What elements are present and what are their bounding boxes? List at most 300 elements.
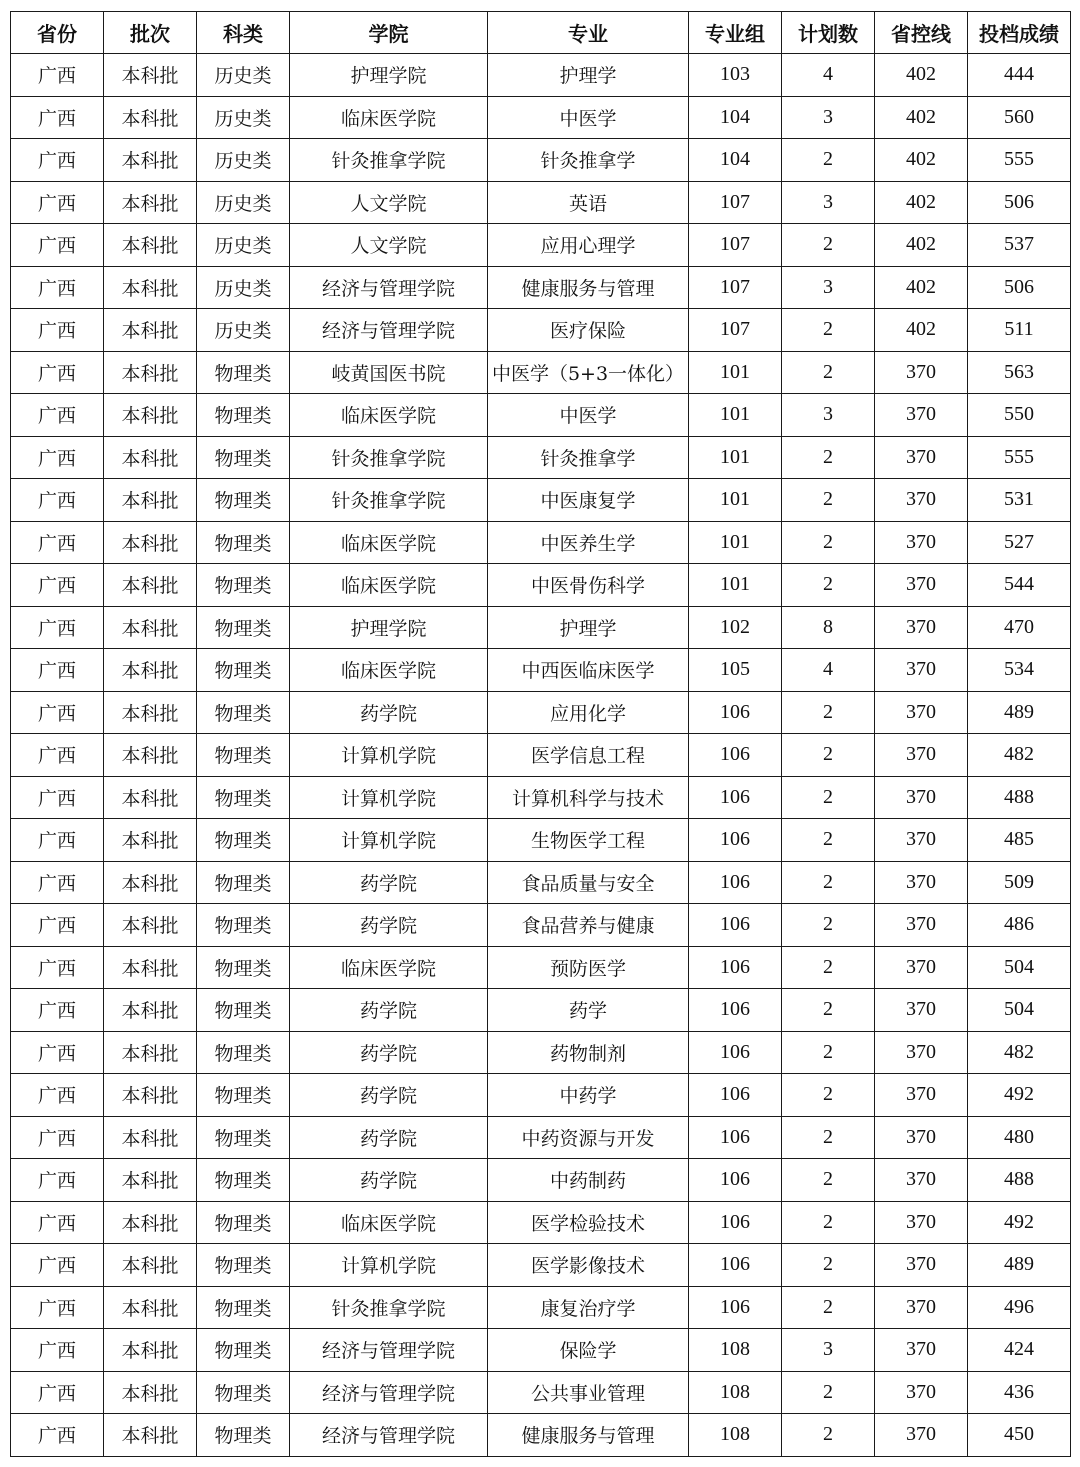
- table-row: [11, 1159, 1071, 1202]
- cell-admission-score: 504: [968, 989, 1071, 1032]
- cell-admission-score: 492: [968, 1074, 1071, 1117]
- cell-plan-count: 3: [782, 266, 875, 309]
- cell-provincial-control-line: 370: [875, 521, 968, 564]
- cell-plan-count: 2: [782, 776, 875, 819]
- table-row: [11, 564, 1071, 607]
- cell-major-group: 107: [689, 266, 782, 309]
- cell-admission-score: 563: [968, 351, 1071, 394]
- cell-batch: 本科批: [104, 1201, 197, 1244]
- cell-plan-count: 3: [782, 181, 875, 224]
- admission-scores-table: [10, 11, 1071, 1457]
- cell-subject-category: 物理类: [197, 904, 290, 947]
- admission-scores-table-container: [10, 11, 1070, 1457]
- cell-college: 护理学院: [290, 606, 488, 649]
- cell-college: 临床医学院: [290, 96, 488, 139]
- cell-subject-category: 历史类: [197, 309, 290, 352]
- cell-major-group: 102: [689, 606, 782, 649]
- cell-major: 康复治疗学: [488, 1286, 689, 1329]
- cell-plan-count: 2: [782, 521, 875, 564]
- cell-provincial-control-line: 370: [875, 564, 968, 607]
- cell-batch: 本科批: [104, 1244, 197, 1287]
- cell-major: 健康服务与管理: [488, 266, 689, 309]
- table-row: [11, 479, 1071, 522]
- cell-major: 医学影像技术: [488, 1244, 689, 1287]
- table-row: [11, 649, 1071, 692]
- table-row: [11, 1371, 1071, 1414]
- cell-college: 临床医学院: [290, 394, 488, 437]
- cell-major: 中医学（5+3一体化）: [488, 351, 689, 394]
- cell-provincial-control-line: 370: [875, 904, 968, 947]
- cell-college: 计算机学院: [290, 1244, 488, 1287]
- cell-plan-count: 2: [782, 1371, 875, 1414]
- cell-province: 广西: [11, 904, 104, 947]
- cell-admission-score: 534: [968, 649, 1071, 692]
- cell-admission-score: 496: [968, 1286, 1071, 1329]
- cell-province: 广西: [11, 96, 104, 139]
- cell-college: 临床医学院: [290, 946, 488, 989]
- cell-provincial-control-line: 370: [875, 819, 968, 862]
- cell-subject-category: 物理类: [197, 989, 290, 1032]
- cell-subject-category: 物理类: [197, 1286, 290, 1329]
- table-row: [11, 861, 1071, 904]
- cell-subject-category: 物理类: [197, 564, 290, 607]
- cell-college: 临床医学院: [290, 649, 488, 692]
- cell-admission-score: 485: [968, 819, 1071, 862]
- cell-provincial-control-line: 370: [875, 1074, 968, 1117]
- cell-province: 广西: [11, 1371, 104, 1414]
- cell-college: 计算机学院: [290, 734, 488, 777]
- cell-plan-count: 2: [782, 1074, 875, 1117]
- cell-batch: 本科批: [104, 54, 197, 97]
- cell-major-group: 101: [689, 394, 782, 437]
- cell-plan-count: 2: [782, 989, 875, 1032]
- cell-major: 医疗保险: [488, 309, 689, 352]
- cell-subject-category: 物理类: [197, 351, 290, 394]
- cell-province: 广西: [11, 946, 104, 989]
- column-header-major: 专业: [488, 12, 689, 54]
- cell-plan-count: 2: [782, 436, 875, 479]
- cell-plan-count: 4: [782, 54, 875, 97]
- cell-major-group: 101: [689, 436, 782, 479]
- cell-subject-category: 物理类: [197, 1244, 290, 1287]
- cell-subject-category: 物理类: [197, 479, 290, 522]
- cell-provincial-control-line: 370: [875, 649, 968, 692]
- table-row: [11, 989, 1071, 1032]
- table-row: [11, 734, 1071, 777]
- cell-major-group: 106: [689, 1286, 782, 1329]
- cell-college: 临床医学院: [290, 1201, 488, 1244]
- cell-major-group: 108: [689, 1371, 782, 1414]
- cell-major: 医学检验技术: [488, 1201, 689, 1244]
- cell-plan-count: 2: [782, 691, 875, 734]
- cell-plan-count: 2: [782, 861, 875, 904]
- cell-plan-count: 2: [782, 351, 875, 394]
- cell-major: 针灸推拿学: [488, 436, 689, 479]
- cell-admission-score: 424: [968, 1329, 1071, 1372]
- cell-major-group: 106: [689, 1159, 782, 1202]
- cell-major-group: 101: [689, 479, 782, 522]
- cell-batch: 本科批: [104, 139, 197, 182]
- cell-province: 广西: [11, 1286, 104, 1329]
- cell-subject-category: 物理类: [197, 606, 290, 649]
- cell-provincial-control-line: 370: [875, 479, 968, 522]
- cell-major-group: 106: [689, 1116, 782, 1159]
- cell-subject-category: 物理类: [197, 1201, 290, 1244]
- cell-major: 护理学: [488, 606, 689, 649]
- cell-major-group: 106: [689, 776, 782, 819]
- cell-provincial-control-line: 370: [875, 1371, 968, 1414]
- cell-major: 健康服务与管理: [488, 1414, 689, 1457]
- cell-college: 药学院: [290, 989, 488, 1032]
- column-header-subject-category: 科类: [197, 12, 290, 54]
- cell-provincial-control-line: 370: [875, 776, 968, 819]
- cell-plan-count: 4: [782, 649, 875, 692]
- cell-provincial-control-line: 402: [875, 54, 968, 97]
- cell-admission-score: 509: [968, 861, 1071, 904]
- cell-province: 广西: [11, 1074, 104, 1117]
- cell-plan-count: 3: [782, 394, 875, 437]
- cell-batch: 本科批: [104, 564, 197, 607]
- cell-province: 广西: [11, 139, 104, 182]
- cell-province: 广西: [11, 989, 104, 1032]
- cell-college: 计算机学院: [290, 776, 488, 819]
- cell-major-group: 107: [689, 181, 782, 224]
- cell-admission-score: 544: [968, 564, 1071, 607]
- cell-batch: 本科批: [104, 649, 197, 692]
- column-header-admission-score: 投档成绩: [968, 12, 1071, 54]
- cell-subject-category: 物理类: [197, 946, 290, 989]
- cell-batch: 本科批: [104, 1159, 197, 1202]
- cell-major-group: 106: [689, 946, 782, 989]
- cell-college: 经济与管理学院: [290, 1371, 488, 1414]
- cell-major-group: 101: [689, 564, 782, 607]
- cell-admission-score: 555: [968, 436, 1071, 479]
- column-header-provincial-control-line: 省控线: [875, 12, 968, 54]
- cell-college: 人文学院: [290, 224, 488, 267]
- cell-major-group: 106: [689, 1074, 782, 1117]
- cell-major-group: 106: [689, 1244, 782, 1287]
- cell-admission-score: 489: [968, 691, 1071, 734]
- cell-provincial-control-line: 402: [875, 224, 968, 267]
- cell-major: 食品营养与健康: [488, 904, 689, 947]
- cell-provincial-control-line: 370: [875, 1159, 968, 1202]
- cell-plan-count: 3: [782, 96, 875, 139]
- cell-batch: 本科批: [104, 394, 197, 437]
- table-row: [11, 946, 1071, 989]
- cell-major-group: 105: [689, 649, 782, 692]
- cell-batch: 本科批: [104, 96, 197, 139]
- table-row: [11, 904, 1071, 947]
- cell-provincial-control-line: 370: [875, 1116, 968, 1159]
- cell-major: 保险学: [488, 1329, 689, 1372]
- cell-province: 广西: [11, 266, 104, 309]
- table-row: [11, 309, 1071, 352]
- table-row: [11, 819, 1071, 862]
- cell-admission-score: 436: [968, 1371, 1071, 1414]
- cell-major: 中药学: [488, 1074, 689, 1117]
- column-header-college: 学院: [290, 12, 488, 54]
- cell-major: 公共事业管理: [488, 1371, 689, 1414]
- cell-college: 经济与管理学院: [290, 1329, 488, 1372]
- cell-major: 药学: [488, 989, 689, 1032]
- cell-subject-category: 物理类: [197, 1159, 290, 1202]
- table-row: [11, 54, 1071, 97]
- cell-major: 中药资源与开发: [488, 1116, 689, 1159]
- cell-province: 广西: [11, 1116, 104, 1159]
- cell-major: 食品质量与安全: [488, 861, 689, 904]
- cell-batch: 本科批: [104, 266, 197, 309]
- table-row: [11, 139, 1071, 182]
- cell-batch: 本科批: [104, 734, 197, 777]
- cell-admission-score: 470: [968, 606, 1071, 649]
- cell-subject-category: 物理类: [197, 819, 290, 862]
- cell-subject-category: 物理类: [197, 649, 290, 692]
- cell-provincial-control-line: 370: [875, 1286, 968, 1329]
- cell-admission-score: 527: [968, 521, 1071, 564]
- cell-batch: 本科批: [104, 989, 197, 1032]
- cell-college: 针灸推拿学院: [290, 436, 488, 479]
- cell-batch: 本科批: [104, 904, 197, 947]
- cell-province: 广西: [11, 394, 104, 437]
- cell-major: 生物医学工程: [488, 819, 689, 862]
- table-row: [11, 224, 1071, 267]
- cell-province: 广西: [11, 1159, 104, 1202]
- cell-batch: 本科批: [104, 691, 197, 734]
- cell-batch: 本科批: [104, 819, 197, 862]
- cell-college: 经济与管理学院: [290, 1414, 488, 1457]
- cell-admission-score: 486: [968, 904, 1071, 947]
- cell-provincial-control-line: 402: [875, 139, 968, 182]
- cell-subject-category: 历史类: [197, 139, 290, 182]
- cell-batch: 本科批: [104, 1329, 197, 1372]
- cell-subject-category: 物理类: [197, 861, 290, 904]
- cell-college: 人文学院: [290, 181, 488, 224]
- cell-provincial-control-line: 370: [875, 1414, 968, 1457]
- cell-batch: 本科批: [104, 946, 197, 989]
- cell-batch: 本科批: [104, 351, 197, 394]
- cell-subject-category: 物理类: [197, 1371, 290, 1414]
- cell-province: 广西: [11, 861, 104, 904]
- cell-subject-category: 物理类: [197, 1031, 290, 1074]
- table-row: [11, 351, 1071, 394]
- cell-subject-category: 物理类: [197, 436, 290, 479]
- cell-province: 广西: [11, 776, 104, 819]
- cell-major-group: 106: [689, 861, 782, 904]
- cell-college: 药学院: [290, 1031, 488, 1074]
- cell-major: 应用化学: [488, 691, 689, 734]
- cell-province: 广西: [11, 54, 104, 97]
- cell-college: 针灸推拿学院: [290, 1286, 488, 1329]
- cell-province: 广西: [11, 1244, 104, 1287]
- cell-batch: 本科批: [104, 776, 197, 819]
- cell-provincial-control-line: 402: [875, 96, 968, 139]
- table-row: [11, 1074, 1071, 1117]
- cell-subject-category: 物理类: [197, 1329, 290, 1372]
- cell-province: 广西: [11, 1414, 104, 1457]
- cell-provincial-control-line: 370: [875, 1031, 968, 1074]
- cell-college: 岐黄国医书院: [290, 351, 488, 394]
- cell-provincial-control-line: 370: [875, 1244, 968, 1287]
- cell-batch: 本科批: [104, 181, 197, 224]
- cell-subject-category: 物理类: [197, 1116, 290, 1159]
- cell-provincial-control-line: 402: [875, 309, 968, 352]
- cell-admission-score: 450: [968, 1414, 1071, 1457]
- table-row: [11, 521, 1071, 564]
- cell-admission-score: 531: [968, 479, 1071, 522]
- cell-major-group: 106: [689, 691, 782, 734]
- cell-plan-count: 2: [782, 1201, 875, 1244]
- cell-admission-score: 488: [968, 1159, 1071, 1202]
- cell-major-group: 106: [689, 1031, 782, 1074]
- cell-batch: 本科批: [104, 1371, 197, 1414]
- cell-major: 英语: [488, 181, 689, 224]
- table-header-row: [11, 12, 1071, 54]
- cell-admission-score: 489: [968, 1244, 1071, 1287]
- cell-subject-category: 物理类: [197, 521, 290, 564]
- cell-provincial-control-line: 402: [875, 181, 968, 224]
- cell-major: 医学信息工程: [488, 734, 689, 777]
- cell-major: 中医学: [488, 96, 689, 139]
- cell-college: 经济与管理学院: [290, 309, 488, 352]
- table-row: [11, 436, 1071, 479]
- cell-subject-category: 历史类: [197, 266, 290, 309]
- table-row: [11, 776, 1071, 819]
- cell-province: 广西: [11, 649, 104, 692]
- cell-major: 中医学: [488, 394, 689, 437]
- cell-batch: 本科批: [104, 861, 197, 904]
- cell-subject-category: 历史类: [197, 224, 290, 267]
- cell-major-group: 104: [689, 139, 782, 182]
- cell-college: 药学院: [290, 1116, 488, 1159]
- cell-provincial-control-line: 370: [875, 1201, 968, 1244]
- cell-major-group: 106: [689, 819, 782, 862]
- cell-batch: 本科批: [104, 1074, 197, 1117]
- table-row: [11, 1201, 1071, 1244]
- cell-subject-category: 历史类: [197, 181, 290, 224]
- cell-province: 广西: [11, 691, 104, 734]
- cell-provincial-control-line: 370: [875, 394, 968, 437]
- cell-major-group: 108: [689, 1414, 782, 1457]
- cell-provincial-control-line: 370: [875, 946, 968, 989]
- cell-admission-score: 506: [968, 266, 1071, 309]
- cell-major: 中医养生学: [488, 521, 689, 564]
- cell-province: 广西: [11, 479, 104, 522]
- cell-college: 临床医学院: [290, 564, 488, 607]
- cell-major: 护理学: [488, 54, 689, 97]
- cell-major-group: 107: [689, 309, 782, 352]
- cell-plan-count: 2: [782, 1286, 875, 1329]
- cell-major: 计算机科学与技术: [488, 776, 689, 819]
- cell-major-group: 106: [689, 734, 782, 777]
- cell-province: 广西: [11, 351, 104, 394]
- cell-admission-score: 506: [968, 181, 1071, 224]
- cell-college: 药学院: [290, 861, 488, 904]
- cell-major: 中医康复学: [488, 479, 689, 522]
- table-row: [11, 1031, 1071, 1074]
- cell-plan-count: 2: [782, 1116, 875, 1159]
- cell-major-group: 101: [689, 351, 782, 394]
- cell-provincial-control-line: 402: [875, 266, 968, 309]
- cell-plan-count: 2: [782, 904, 875, 947]
- cell-subject-category: 物理类: [197, 691, 290, 734]
- cell-admission-score: 555: [968, 139, 1071, 182]
- table-row: [11, 691, 1071, 734]
- cell-batch: 本科批: [104, 1414, 197, 1457]
- cell-admission-score: 444: [968, 54, 1071, 97]
- cell-plan-count: 2: [782, 139, 875, 182]
- cell-college: 药学院: [290, 1159, 488, 1202]
- column-header-province: 省份: [11, 12, 104, 54]
- cell-college: 针灸推拿学院: [290, 139, 488, 182]
- cell-subject-category: 历史类: [197, 96, 290, 139]
- cell-plan-count: 2: [782, 1159, 875, 1202]
- cell-admission-score: 480: [968, 1116, 1071, 1159]
- cell-major-group: 106: [689, 989, 782, 1032]
- cell-plan-count: 8: [782, 606, 875, 649]
- cell-batch: 本科批: [104, 1286, 197, 1329]
- cell-province: 广西: [11, 1329, 104, 1372]
- cell-province: 广西: [11, 436, 104, 479]
- cell-college: 计算机学院: [290, 819, 488, 862]
- cell-subject-category: 物理类: [197, 1414, 290, 1457]
- table-body: [11, 54, 1071, 1457]
- cell-subject-category: 物理类: [197, 776, 290, 819]
- cell-admission-score: 537: [968, 224, 1071, 267]
- cell-plan-count: 2: [782, 224, 875, 267]
- cell-major: 针灸推拿学: [488, 139, 689, 182]
- cell-college: 经济与管理学院: [290, 266, 488, 309]
- cell-batch: 本科批: [104, 436, 197, 479]
- cell-college: 药学院: [290, 691, 488, 734]
- cell-major: 药物制剂: [488, 1031, 689, 1074]
- cell-subject-category: 物理类: [197, 1074, 290, 1117]
- cell-plan-count: 2: [782, 734, 875, 777]
- cell-plan-count: 2: [782, 479, 875, 522]
- cell-major-group: 101: [689, 521, 782, 564]
- cell-provincial-control-line: 370: [875, 734, 968, 777]
- cell-major: 中西医临床医学: [488, 649, 689, 692]
- cell-subject-category: 物理类: [197, 734, 290, 777]
- cell-province: 广西: [11, 224, 104, 267]
- cell-major: 预防医学: [488, 946, 689, 989]
- cell-province: 广西: [11, 309, 104, 352]
- cell-plan-count: 2: [782, 564, 875, 607]
- cell-major-group: 104: [689, 96, 782, 139]
- cell-batch: 本科批: [104, 606, 197, 649]
- table-row: [11, 394, 1071, 437]
- cell-province: 广西: [11, 521, 104, 564]
- cell-provincial-control-line: 370: [875, 989, 968, 1032]
- table-row: [11, 1329, 1071, 1372]
- table-row: [11, 181, 1071, 224]
- table-row: [11, 1414, 1071, 1457]
- cell-admission-score: 550: [968, 394, 1071, 437]
- cell-major-group: 103: [689, 54, 782, 97]
- table-row: [11, 606, 1071, 649]
- cell-admission-score: 511: [968, 309, 1071, 352]
- cell-admission-score: 560: [968, 96, 1071, 139]
- cell-province: 广西: [11, 1201, 104, 1244]
- cell-admission-score: 504: [968, 946, 1071, 989]
- cell-admission-score: 482: [968, 1031, 1071, 1074]
- cell-plan-count: 3: [782, 1329, 875, 1372]
- cell-college: 药学院: [290, 1074, 488, 1117]
- cell-province: 广西: [11, 1031, 104, 1074]
- cell-major-group: 106: [689, 904, 782, 947]
- cell-plan-count: 2: [782, 1031, 875, 1074]
- cell-major-group: 107: [689, 224, 782, 267]
- cell-province: 广西: [11, 819, 104, 862]
